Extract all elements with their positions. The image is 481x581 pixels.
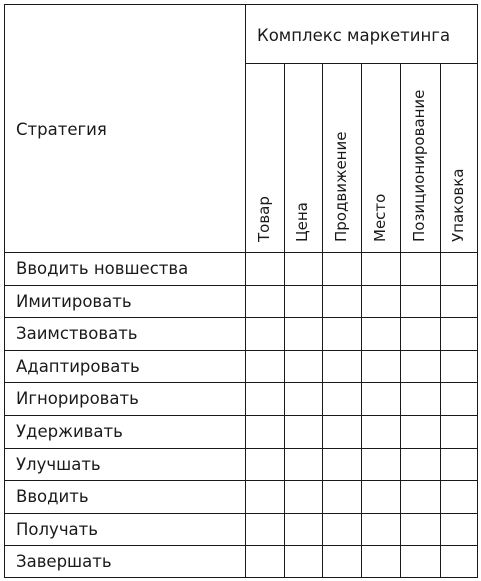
- mix-column-label: Продвижение: [331, 131, 350, 242]
- strategy-row-label: Адаптировать: [16, 356, 140, 376]
- strategy-row-label: Имитировать: [16, 291, 132, 311]
- strategy-row-label: Улучшать: [16, 454, 101, 474]
- strategy-row-label: Завершать: [16, 552, 112, 572]
- border-top: [4, 4, 478, 5]
- row-divider: [4, 285, 478, 286]
- mix-column-label: Упаковка: [449, 168, 467, 242]
- row-divider: [4, 317, 478, 318]
- strategy-row-label: Заимствовать: [16, 324, 138, 344]
- mix-column-divider: [284, 63, 285, 578]
- strategy-row-label: Вводить: [16, 487, 89, 507]
- strategy-column-divider: [245, 4, 246, 578]
- strategy-row-label: Игнорировать: [16, 389, 139, 409]
- border-right: [477, 4, 478, 578]
- mix-column-label: Товар: [254, 196, 273, 242]
- row-divider: [4, 480, 478, 481]
- strategy-row-label: Вводить новшества: [16, 259, 189, 278]
- row-divider: [4, 350, 478, 351]
- border-left: [4, 4, 5, 578]
- row-divider: [4, 382, 478, 383]
- mix-column-divider: [361, 63, 362, 578]
- mix-column-label: Позиционирование: [410, 89, 428, 242]
- mix-column-label: Место: [370, 193, 389, 242]
- row-divider: [4, 513, 478, 514]
- mix-column-divider: [322, 63, 323, 578]
- mix-column-label: Цена: [293, 202, 311, 242]
- strategy-row-label: Удерживать: [16, 422, 123, 441]
- marketing-mix-header: Комплекс маркетинга: [257, 26, 451, 45]
- strategy-marketing-mix-table: [4, 4, 478, 578]
- row-divider: [4, 252, 478, 253]
- row-divider: [4, 545, 478, 546]
- row-divider: [4, 448, 478, 449]
- strategy-row-label: Получать: [16, 519, 99, 539]
- border-bottom: [4, 577, 478, 578]
- mix-column-divider: [440, 63, 441, 578]
- mix-column-divider: [400, 63, 401, 578]
- row-divider: [4, 415, 478, 416]
- strategy-header: Стратегия: [16, 120, 107, 139]
